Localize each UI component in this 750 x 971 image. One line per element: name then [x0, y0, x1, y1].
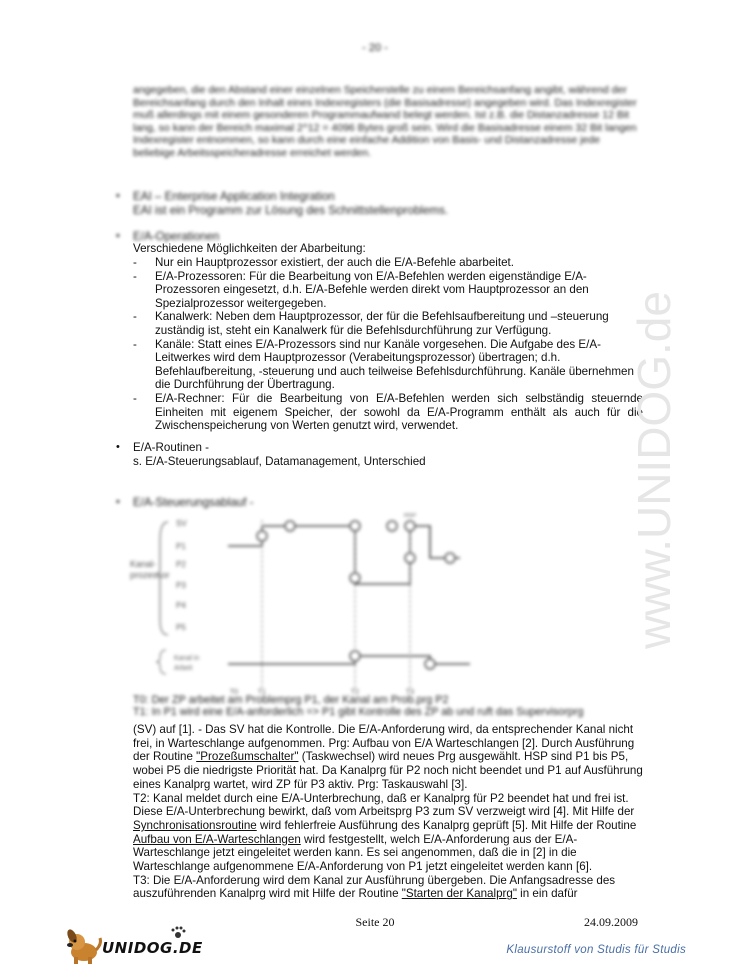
- ea-operationen-title: E/A-Operationen: [133, 230, 220, 243]
- dog-icon: [65, 928, 100, 964]
- watermark: [628, 260, 700, 680]
- text-run: T2: Kanal meldet durch eine E/A-Unterbrechung, daß er Kanalprg für P2 beendet hat und frei ist. Diese E/A-Unterbrechung bewirkt, daß vom Arbeitsprg P3 zum SV verzweigt wird [4]. Mit Hilfe der: [133, 791, 635, 819]
- level-label: P1: [176, 542, 186, 551]
- t0-t1-paragraph: T0: Der ZP arbeitet am Problemprg P1, der Kanal am Prob.prg P2 T1: In P1 wird eine E/A-anforderlich => P1 gibt Kontrolle des ZP ab und ruft das Supervisorprg: [133, 694, 584, 719]
- diagram-bottom-label-2: Arbeit: [174, 665, 193, 672]
- ea-steuerungsablauf-title: E/A-Steuerungsablauf -: [133, 496, 254, 509]
- time-label: T1: [257, 689, 267, 696]
- text-run: T3: Die E/A-Anforderung wird dem Kanal zur Ausführung übergeben. Die Anfangsadresse des auszuführenden Kanalprg wird mit Hilfe der Routine: [133, 873, 616, 901]
- event-circle: [350, 651, 360, 661]
- link-aufbau-warteschlangen[interactable]: Aufbau von E/A-Warteschlangen: [133, 832, 301, 846]
- paw-icon: [172, 927, 186, 939]
- list-item: - Kanäle: Statt eines E/A-Prozessors sind nur Kanäle vorgesehen. Die Aufgabe des E/A-Leitwerkes wird dem Hauptprozessor (Verabeitungsprozessor) übertragen; d.h. Befehlaufbereitung, -steuerung und auch teilweise Befehlsdurchführung. Kanäle übernehmen die Durchführung der Übertragung.: [133, 338, 643, 392]
- level-label: SV: [176, 519, 187, 528]
- list-item: - Kanalwerk: Neben dem Hauptprozessor, der für die Befehlsaufbereitung und –steuerung zuständig ist, steht ein Kanalwerk für die Befehlsdurchführung zur Verfügung.: [133, 310, 643, 337]
- event-circle: [285, 521, 295, 531]
- ea-routinen-title: E/A-Routinen -: [133, 441, 210, 454]
- list-item: - E/A-Rechner: Für die Bearbeitung von E/A-Befehlen werden sich selbständig steuernde Einheiten mit eigenem Speicher, der sowohl da E/A-Programm enthält als auch für die Zwischenspeicherung von Werten genutzt wird, verwendet.: [133, 392, 643, 433]
- event-circle: [405, 553, 415, 563]
- list-item: - E/A-Prozessoren: Für die Bearbeitung von E/A-Befehlen werden eigenständige E/A-Prozessoren eingesetzt, d.h. E/A-Befehle werden direkt vom Hauptprozessor an den Spezialprozessor weitergegeben.: [133, 270, 643, 311]
- diagram-left-label-2: prozessor: [130, 570, 170, 580]
- text-run: wird fehlerfreie Ausführung des Kanalprg geprüft [5]. Mit Hilfe der Routine: [256, 818, 637, 832]
- link-synchronisationsroutine[interactable]: Synchronisationsroutine: [133, 818, 257, 832]
- time-label: T2: [350, 689, 360, 696]
- event-circle: [445, 553, 455, 563]
- paragraph-t3: [133, 874, 645, 901]
- link-prozessumschalter[interactable]: "Prozeßumschalter": [196, 750, 299, 764]
- steuerungsablauf-diagram: [130, 510, 510, 700]
- event-circle: [405, 521, 415, 531]
- logo-text: UNIDOG.DE: [102, 939, 203, 957]
- watermark-text: www.UNIDOG.de: [628, 291, 680, 649]
- bullet-icon: •: [116, 496, 120, 508]
- bullet-icon: •: [116, 441, 120, 453]
- event-circle: [350, 573, 360, 583]
- event-circle: [350, 521, 360, 531]
- footer-page-number: Seite 20: [355, 915, 395, 929]
- ea-operationen-list: [133, 256, 643, 433]
- bullet-icon: •: [116, 190, 120, 202]
- text-run: wird festgestellt, welch E/A-Anforderung aus der E/A-Warteschlange jetzt eingeleitet werden kann. Es sei angenommen, daß die in [2] in die Warteschlange aufgenommene E/A-Anforderung von P1 jetzt eingeleitet werden kann [6].: [133, 832, 593, 874]
- page-number-header: - 20 -: [362, 42, 388, 54]
- link-starten-kanalprg[interactable]: "Starten der Kanalprg": [401, 887, 517, 901]
- level-label: P5: [176, 623, 186, 632]
- time-label: T0: [229, 689, 239, 696]
- ea-routinen-text: s. E/A-Steuerungsablauf, Datamanagement, Unterschied: [133, 455, 426, 468]
- level-label: P3: [176, 581, 186, 590]
- event-circle: [387, 521, 397, 531]
- ea-operationen-intro: Verschiedene Möglichkeiten der Abarbeitung:: [133, 242, 366, 255]
- event-circle: [257, 531, 267, 541]
- small-brace-icon: [156, 650, 166, 674]
- eai-text: EAI ist ein Programm zur Lösung des Schnittstellenproblems.: [133, 204, 449, 217]
- diagram-left-label-1: Kanal-: [130, 559, 157, 569]
- diagram-bottom-label-1: Kanal in: [174, 655, 200, 662]
- level-label: P4: [176, 601, 186, 610]
- diagram-marker-label: HSP: [403, 513, 417, 519]
- footer-tagline: Klausurstoff von Studis für Studis: [506, 944, 686, 956]
- text-run: in ein dafür: [516, 887, 578, 901]
- body-text: [133, 723, 645, 901]
- footer-date: 24.09.2009: [584, 915, 638, 929]
- time-label: T3: [405, 689, 415, 696]
- paragraph-t1: [133, 723, 645, 792]
- eai-title: EAI – Enterprise Application Integration: [133, 190, 335, 203]
- event-circle: [425, 659, 435, 669]
- text-run: (Taskwechsel) wird neues Prg ausgewählt. HSP sind P1 bis P5, wobei P5 die niedrigste Priorität hat. Da Kanalprg für P2 noch nicht beendet und P1 auf Ausführung eines Kanalprg wartet, wird ZP für P3 aktiv. Prg: Taskauswahl [3].: [133, 750, 643, 791]
- level-label: P2: [176, 560, 186, 569]
- bullet-icon: •: [116, 230, 120, 242]
- list-item: - Nur ein Hauptprozessor existiert, der auch die E/A-Befehle abarbeitet.: [133, 256, 643, 270]
- intro-paragraph: angegeben, die den Abstand einer einzelnen Speicherstelle zu einem Bereichsanfang angibt, während der Bereichsanfang durch den Inhalt eines Indexregisters (die Basisadresse) angegeben wird. Das Indexregister muß allerdings mit einem gesonderen Programmaufwand belegt werden. Ist z.B. die Distanzadresse 12 Bit lang, so kann der Bereich maximal 2^12 = 4096 Bytes groß sein. Wird die Basisadresse einem 32 Bit langen Indexregister entnommen, so kann durch eine einfache Addition von Basis- und Distanzadresse jede beliebige Arbeitsspeicheradresse erreichet werden.: [133, 84, 637, 159]
- text-run: (SV) auf [1]. - Das SV hat die Kontrolle. Die E/A-Anforderung wird, da entsprechender Kanal nicht frei, in Warteschlange aufgenommen. Prg: Aufbau von E/A Warteschlangen [2]. Durch Ausführung der Routine: [133, 723, 635, 764]
- paragraph-t2: [133, 792, 645, 874]
